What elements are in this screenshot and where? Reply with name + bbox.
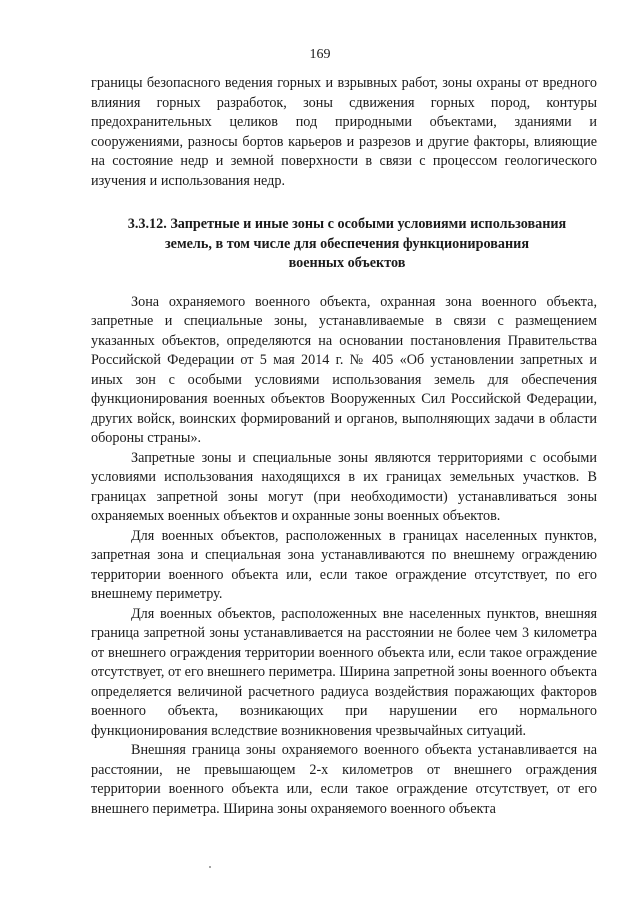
paragraph-1: Зона охраняемого военного объекта, охранная зона военного объекта, запретные и специальные зоны, устанавливаемые в связи с размещением указанных объектов, определяются на основании постановления Правительства Российской Федерации от 5 мая 2014 г. № 405 «Об установлении запретных и иных зон с особыми условиями использования земель для обеспечения функционирования военных объектов Вооруженных Сил Российской Федерации, других войск, воинских формирований и органов, выполняющих задачи в области обороны страны».	[91, 293, 597, 446]
paragraph-3: Для военных объектов, расположенных в границах населенных пунктов, запретная зона и специальная зона устанавливаются по внешнему ограждению территории военного объекта или, если такое ограждение отсутствует, по его внешнему периметру.	[91, 527, 597, 602]
section-heading	[91, 215, 597, 274]
paragraph-2: Запретные зоны и специальные зоны являются территориями с особыми условиями использования находящихся в их границах земельных участков. В границах запретной зоны могут (при необходимости) устанавливаться зоны охраняемых военных объектов и охранные зоны военных объектов.	[91, 449, 597, 524]
scan-artifact	[209, 866, 211, 868]
document-body	[91, 74, 597, 819]
section-heading-line-1: 3.3.12. Запретные и иные зоны с особыми условиями использования	[127, 216, 567, 232]
intro-paragraph: границы безопасного ведения горных и взрывных работ, зоны охраны от вредного влияния горных разработок, зоны сдвижения горных пород, контуры предохранительных целиков под природными объектами, зданиями и сооружениями, разносы бортов карьеров и разрезов и другие факторы, влияющие на состояние недр и земной поверхности в связи с процессом геологического изучения и использования недр.	[91, 75, 597, 189]
paragraph-5: Внешняя граница зоны охраняемого военного объекта устанавливается на расстоянии, не превышающем 2-х километров от внешнего ограждения территории военного объекта или, если такое ограждение отсутствует, от его внешнего периметра. Ширина зоны охраняемого военного объекта	[91, 742, 597, 817]
section-heading-line-2: земель, в том числе для обеспечения функционирования	[164, 235, 530, 252]
section-heading-line-3: военных объектов	[288, 255, 406, 271]
page-number: 169	[309, 47, 331, 62]
paragraph-4: Для военных объектов, расположенных вне населенных пунктов, внешняя граница запретной зоны устанавливается на расстоянии не более чем 3 километра от внешнего ограждения территории военного объекта или, если такое ограждение отсутствует, от его внешнего периметра. Ширина запретной зоны военного объекта определяется величиной расчетного радиуса воздействия поражающих факторов военного объекта, возникающих при нарушении его нормального функционирования вследствие возникновения чрезвычайных ситуаций.	[91, 605, 597, 739]
